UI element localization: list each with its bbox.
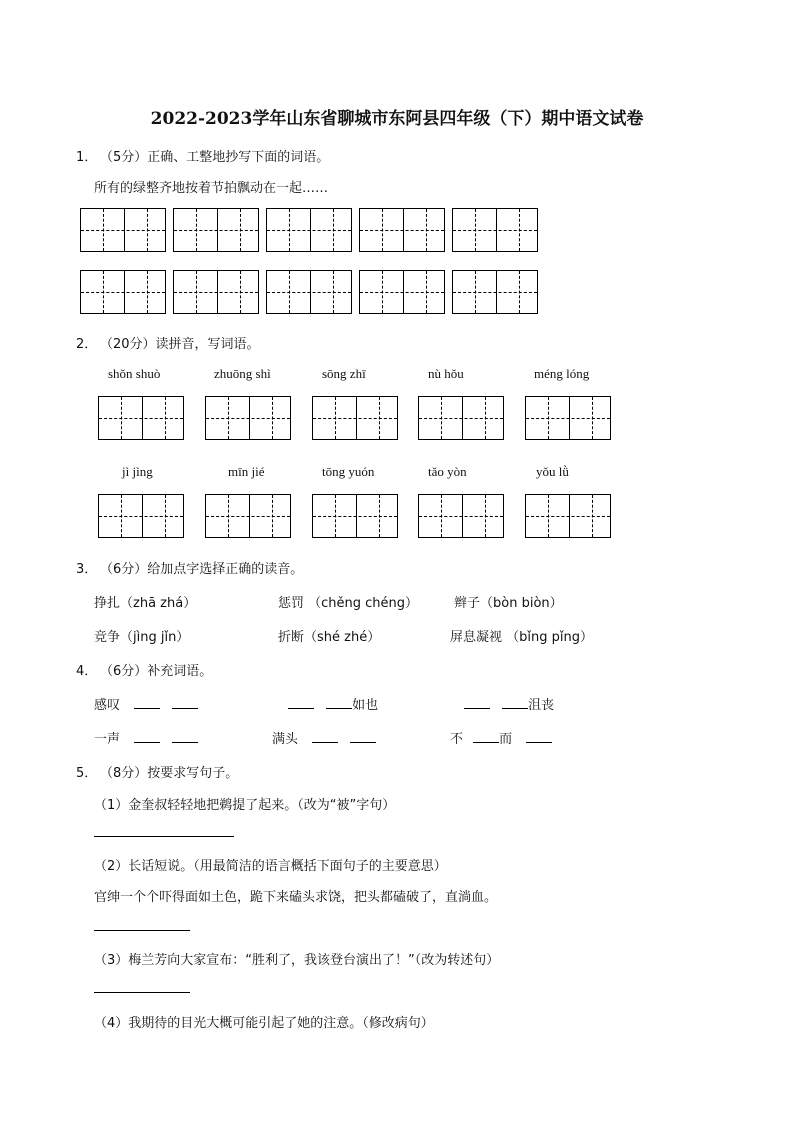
grid-guide-line [267,292,351,293]
q4-idiom-1-text: 感叹 [94,698,121,713]
q5-header: （8分）按要求写句子。 [100,766,239,781]
grid-guide-line [81,292,165,293]
grid-guide-line [526,516,610,517]
grid-guide-line [99,516,183,517]
writing-grid[interactable] [80,270,166,314]
q4-idiom-1 [94,694,198,713]
pinyin-4: nù hǒu [428,366,464,381]
q4-idiom-5 [272,728,376,747]
q3-header: （6分）给加点字选择正确的读音。 [100,562,304,577]
writing-grid[interactable] [266,208,352,252]
writing-grid[interactable] [266,270,352,314]
writing-grid[interactable] [80,208,166,252]
grid-guide-line [206,418,290,419]
pinyin-3: sōng zhī [322,366,366,381]
q5-sentence-1: （1）金奎叔轻轻地把鹈提了起来。（改为“被”字句） [94,798,396,813]
blank[interactable] [134,730,160,743]
q5-sentence-2b: 官绅一个个吓得面如土色，跪下来磕头求饶，把头都磕破了，直淌血。 [94,890,498,905]
q4-idiom-5-text: 满头 [272,732,299,747]
pinyin-6: jì jìng [122,464,153,479]
writing-grid[interactable] [173,270,259,314]
writing-grid[interactable] [205,494,291,538]
q1-number: 1． [76,150,98,165]
writing-grid[interactable] [98,494,184,538]
q2-number: 2． [76,337,98,352]
blank[interactable] [134,696,160,709]
blank[interactable] [326,696,352,709]
writing-grid[interactable] [98,396,184,440]
blank[interactable] [464,696,490,709]
grid-guide-line [419,418,503,419]
writing-grid[interactable] [452,270,538,314]
blank[interactable] [350,730,376,743]
q4-idiom-2 [288,694,378,713]
answer-line-2[interactable] [94,930,190,931]
q3-number: 3． [76,562,98,577]
q5-sentence-3: （3）梅兰芳向大家宣布：“胜利了，我该登台演出了！”（改为转述句） [94,953,500,968]
grid-guide-line [419,516,503,517]
blank[interactable] [502,696,528,709]
pinyin-2: zhuōng shì [214,366,271,381]
pinyin-1: shǒn shuò [108,366,161,381]
q4-idiom-6-text-1: 不 [450,732,464,747]
writing-grid[interactable] [418,396,504,440]
q3-item-2: 惩罚 （chěng chéng） [278,596,419,611]
q2-header: （20分）读拼音，写词语。 [100,337,260,352]
q3-item-6: 屏息凝视 （bǐng pǐng） [450,630,593,645]
writing-grid[interactable] [173,208,259,252]
grid-guide-line [313,516,397,517]
grid-guide-line [453,292,537,293]
q3-item-5: 折断（shé zhé） [278,630,381,645]
q4-idiom-4 [94,728,198,747]
grid-guide-line [174,230,258,231]
answer-line-3[interactable] [94,992,190,993]
grid-guide-line [81,230,165,231]
answer-line-1[interactable] [94,836,234,837]
grid-guide-line [360,230,444,231]
q4-number: 4． [76,664,98,679]
writing-grid[interactable] [312,494,398,538]
blank[interactable] [172,730,198,743]
grid-guide-line [313,418,397,419]
writing-grid[interactable] [205,396,291,440]
q1-text: 所有的绿整齐地按着节拍飘动在一起…… [94,181,329,196]
grid-guide-line [174,292,258,293]
q4-header: （6分）补充词语。 [100,664,213,679]
writing-grid[interactable] [525,396,611,440]
grid-guide-line [526,418,610,419]
writing-grid[interactable] [525,494,611,538]
blank[interactable] [172,696,198,709]
q4-idiom-3-text: 沮丧 [528,698,555,713]
writing-grid[interactable] [418,494,504,538]
q4-idiom-6 [450,728,552,747]
page-title: 2022-2023学年山东省聊城市东阿县四年级（下）期中语文试卷 [150,109,644,129]
grid-guide-line [99,418,183,419]
q3-item-1: 挣扎（zhā zhá） [94,596,197,611]
q5-number: 5． [76,766,98,781]
grid-guide-line [360,292,444,293]
grid-guide-line [453,230,537,231]
q5-sentence-4: （4）我期待的目光大概可能引起了她的注意。（修改病句） [94,1016,434,1031]
pinyin-5: méng lóng [534,366,590,381]
q4-idiom-6-text-2: 而 [499,732,513,747]
writing-grid[interactable] [359,208,445,252]
q4-idiom-3 [464,694,554,713]
pinyin-10: yǒu lǜ [536,464,569,479]
q5-sentence-2: （2）长话短说。（用最简洁的语言概括下面句子的主要意思） [94,859,447,874]
q3-item-3: 辫子（bòn biòn） [454,596,563,611]
writing-grid[interactable] [452,208,538,252]
pinyin-7: mīn jié [228,464,265,479]
q1-header: （5分）正确、工整地抄写下面的词语。 [100,150,330,165]
blank[interactable] [473,730,499,743]
pinyin-9: tǎo yòn [428,464,467,479]
q4-idiom-2-text: 如也 [352,698,379,713]
grid-guide-line [267,230,351,231]
q3-item-4: 竞争（jìng jǐn） [94,630,190,645]
pinyin-8: tōng yuón [322,464,375,479]
grid-guide-line [206,516,290,517]
blank[interactable] [526,730,552,743]
blank[interactable] [288,696,314,709]
writing-grid[interactable] [312,396,398,440]
q4-idiom-4-text: 一声 [94,732,121,747]
writing-grid[interactable] [359,270,445,314]
blank[interactable] [312,730,338,743]
